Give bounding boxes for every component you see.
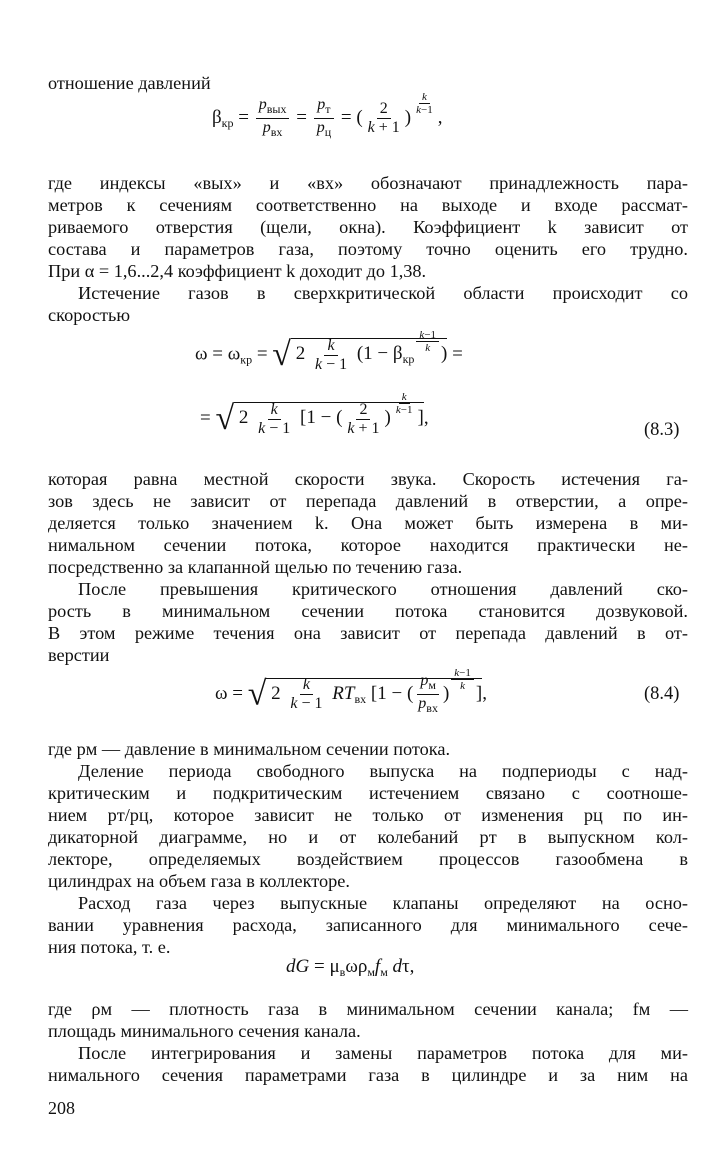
equation-number: (8.4) (644, 684, 680, 704)
text-line: скоростью (48, 305, 131, 325)
text-line: риваемого отверстия (щели, окна). Коэффициент k зависит от (48, 217, 688, 237)
equation-dG: dG = $\mu_в\omega\rho_мf_м$ dτ, (286, 956, 415, 979)
text-line: При α = 1,6...2,4 коэффициент k доходит до 1,38. (48, 261, 427, 281)
text-line: площадь минимального сечения канала. (48, 1021, 361, 1041)
text-line: дикаторной диаграмме, но и от колебаний pт в выпускном кол- (48, 827, 688, 847)
text-line: лекторе, определяемых воздействием процессов газообмена в (48, 849, 688, 869)
text-line: где индексы «вых» и «вх» обозначают принадлежность пара- (48, 173, 688, 193)
text-line: деляется только значением k. Она может быть измерена в ми- (48, 513, 688, 533)
text-line: состава и параметров газа, поэтому точно оценить его трудно. (48, 239, 688, 259)
equation-beta-cr: $\beta_{кр}$ = $\frac{p_{вых}}{p_{вх}}$ = $\frac{p_т}{p_ц}$ = ( $\frac{2}{k + 1}$ ) $^{\frac{k}{k-1}}$ , (212, 90, 443, 139)
text-line: Расход газа через выпускные клапаны определяют на осно- (78, 893, 688, 913)
text-line: которая равна местной скорости звука. Скорость истечения га- (48, 469, 688, 489)
text-line: ния потока, т. е. (48, 937, 171, 957)
text-line: нием pт/pц, которое зависит не только от изменения pц по ин- (48, 805, 688, 825)
text-line: метров к сечениям соответственно на выходе и входе рассмат- (48, 195, 688, 215)
text-line: нимального сечения параметрами газа в цилиндре и за ним на (48, 1065, 688, 1085)
text-line: вании уравнения расхода, записанного для минимального сече- (48, 915, 688, 935)
text-line: После превышения критического отношения давлений ско- (78, 579, 688, 599)
text-line: верстии (48, 645, 110, 665)
text-line: Деление периода свободного выпуска на подпериоды с над- (78, 761, 688, 781)
equation-8-4: ω = √ 2 $\frac{k}{k - 1}$ $RT_{вх}$ [1 − ( $\frac{p_м}{p_{вх}}$ ) $^{\frac{k-1}{k}}$ ], (215, 666, 487, 715)
text-line: нимальном сечении потока, которое находится практически не- (48, 535, 688, 555)
text-line: После интегрирования и замены параметров потока для ми- (78, 1043, 688, 1063)
text-line: зов здесь не зависит от перепада давлений в отверстии, а опре- (48, 491, 688, 511)
equation-8-3-line1: $\omega = \omega_{кр}$ = √ 2 $\frac{k}{k - 1}$ ($1 - \beta_{кр}$ $^{\frac{k-1}{k}}$ ) = (195, 329, 463, 373)
text-line: цилиндрах на объем газа в коллекторе. (48, 871, 350, 891)
text-line: отношение давлений (48, 73, 211, 93)
equation-8-3-line2: = √ 2 $\frac{k}{k - 1}$ [1 − ( $\frac{2}{k + 1}$ ) $^{\frac{k}{k-1}}$ ], (200, 391, 429, 437)
text-line: посредственно за клапанной щелью по течению газа. (48, 557, 463, 577)
text-line: Истечение газов в сверхкритической области происходит со (78, 283, 688, 303)
text-line: рость в минимальном сечении потока становится дозвуковой. (48, 601, 688, 621)
text-line: критическим и подкритическим истечением связано с соотноше- (48, 783, 688, 803)
page-number: 208 (48, 1098, 75, 1118)
text-line: где ρм — плотность газа в минимальном сечении канала; fм — (48, 999, 688, 1019)
equation-number: (8.3) (644, 420, 680, 440)
text-line: где pм — давление в минимальном сечении потока. (48, 739, 451, 759)
text-line: В этом режиме течения она зависит от перепада давлений в от- (48, 623, 688, 643)
